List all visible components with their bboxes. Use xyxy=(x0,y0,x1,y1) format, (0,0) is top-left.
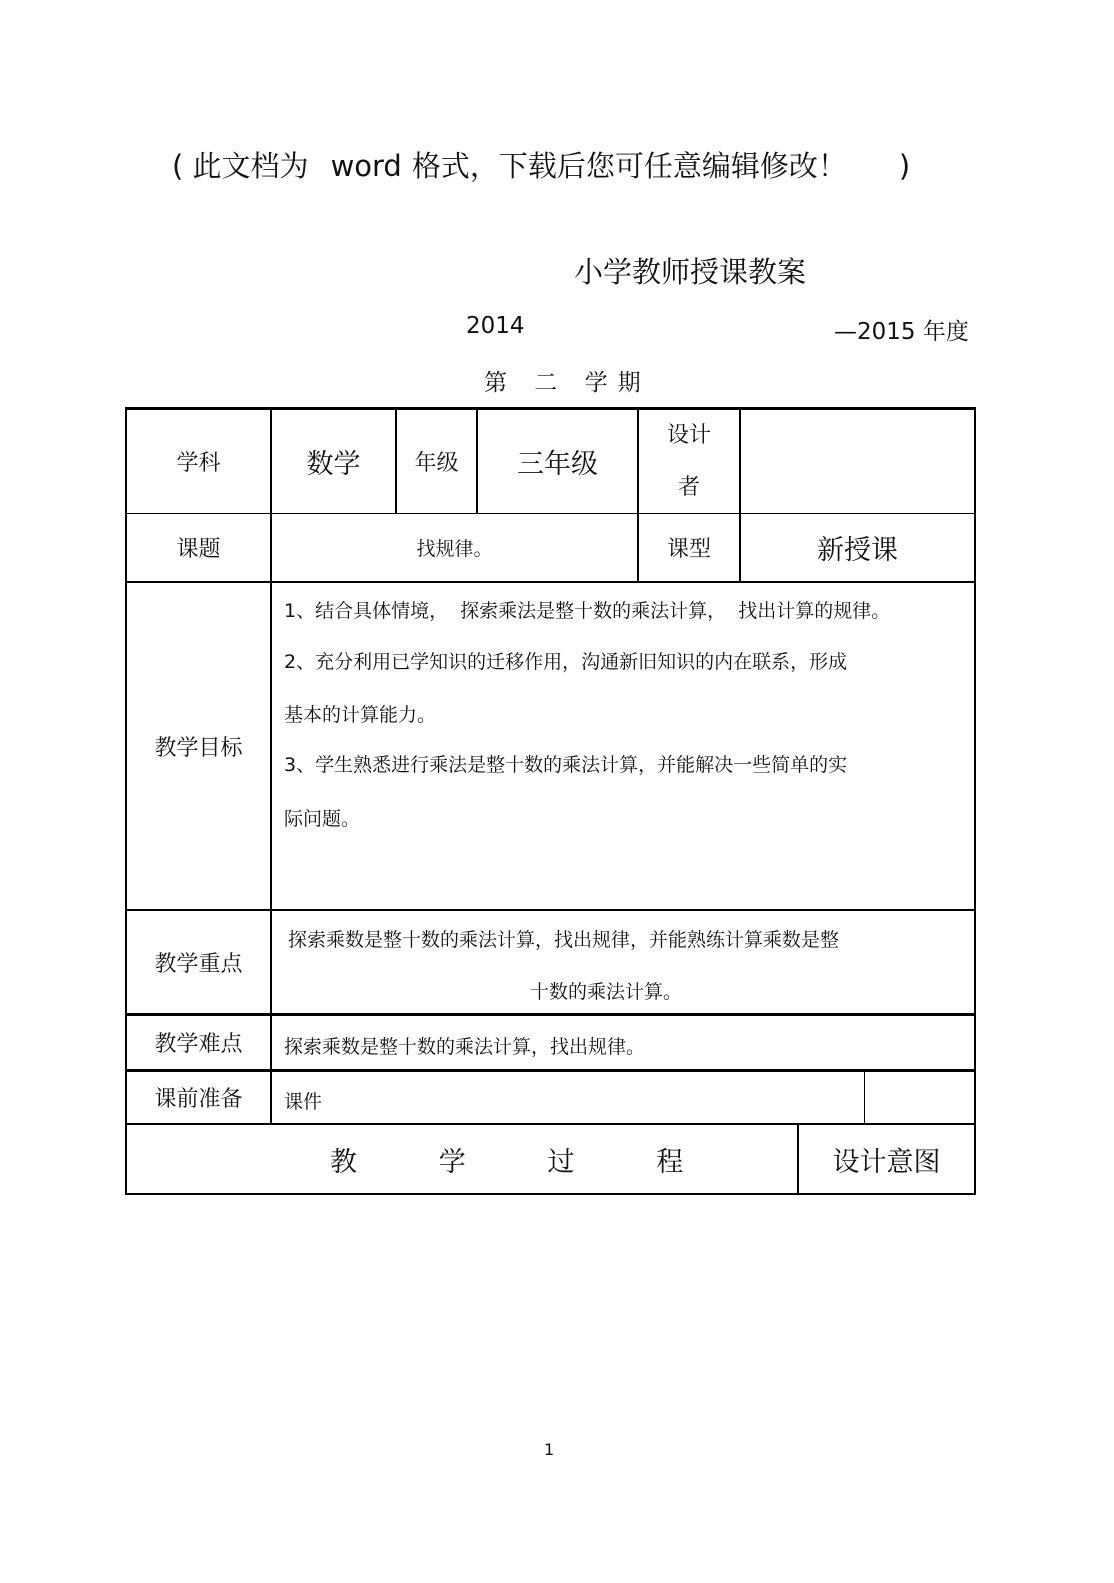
key-points-line-1: 探索乘数是整十数的乘法计算，找出规律，并能熟练计算乘数是整 xyxy=(288,929,840,951)
goal-line: 基本的计算能力。 xyxy=(284,704,437,726)
table-border-right xyxy=(974,407,976,1195)
notice-close-paren: ) xyxy=(898,149,911,183)
table-border-bottom xyxy=(125,1193,976,1195)
design-intent-label: 设计意图 xyxy=(832,1146,941,1178)
notice-open-paren: ( xyxy=(172,149,184,183)
year-end: —2015 年度 xyxy=(834,319,969,345)
goal-line: 1、结合具体情境， 探索乘法是整十数的乘法计算， 找出计算的规律。 xyxy=(284,600,891,622)
teaching-process-label: 教 学 过 程 xyxy=(330,1146,698,1178)
key-points-line-2: 十数的乘法计算。 xyxy=(530,981,683,1003)
goals-label: 教学目标 xyxy=(154,735,243,761)
preparation-value: 课件 xyxy=(284,1091,323,1113)
page-number: 1 xyxy=(544,1440,555,1459)
difficulty-label: 教学难点 xyxy=(154,1032,243,1057)
year-start: 2014 xyxy=(466,313,525,339)
topic-value: 找规律。 xyxy=(416,538,493,560)
designer-label xyxy=(639,410,739,513)
topic-label: 课题 xyxy=(176,537,221,562)
notice-text-post: 格式，下载后您可任意编辑修改！ xyxy=(411,149,847,183)
notice-text-pre: 此文档为 xyxy=(192,149,309,183)
goal-line: 3、学生熟悉进行乘法是整十数的乘法计算，并能解决一些简单的实 xyxy=(284,754,848,776)
term-label: 第 二 学期 xyxy=(484,370,651,396)
subject-value: 数学 xyxy=(306,449,361,480)
difficulty-value: 探索乘数是整十数的乘法计算，找出规律。 xyxy=(284,1036,646,1058)
key-points-label: 教学重点 xyxy=(154,951,243,977)
format-notice xyxy=(172,144,910,185)
notice-word: word xyxy=(330,149,402,183)
lesson-type-value: 新授课 xyxy=(817,535,898,566)
goal-line: 际问题。 xyxy=(284,808,361,830)
grade-value: 三年级 xyxy=(517,449,598,480)
designer-label-line-1: 设计 xyxy=(666,422,711,448)
goal-line: 2、充分利用已学知识的迁移作用，沟通新旧知识的内在联系，形成 xyxy=(284,651,848,673)
subject-label: 学科 xyxy=(176,451,221,476)
grade-label: 年级 xyxy=(414,451,459,476)
preparation-label: 课前准备 xyxy=(154,1087,243,1112)
designer-label-line-2: 者 xyxy=(677,474,700,500)
designer-value xyxy=(741,410,974,513)
page-title: 小学教师授课教案 xyxy=(574,255,807,289)
table-col-rule xyxy=(864,1069,865,1125)
lesson-type-label: 课型 xyxy=(666,537,711,562)
